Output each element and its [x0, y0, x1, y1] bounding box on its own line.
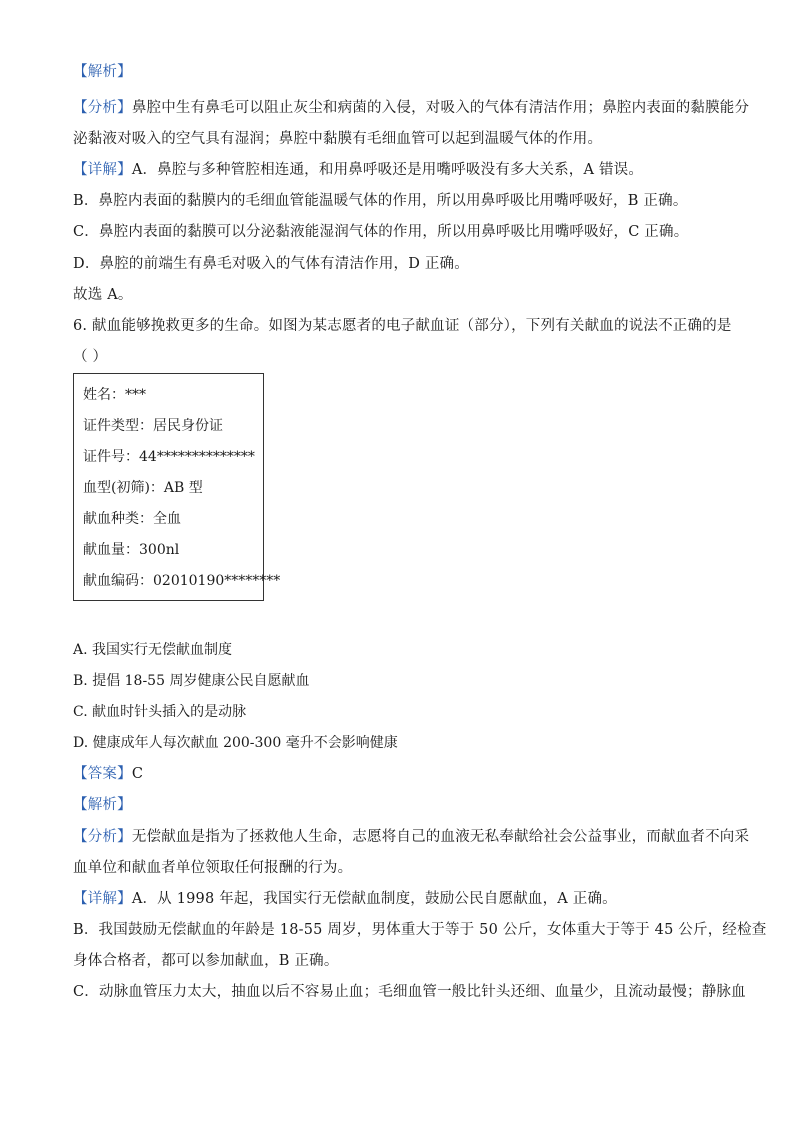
- q5-detail-a-text: A．鼻腔与多种管腔相连通，和用鼻呼吸还是用嘴呼吸没有多大关系，A 错误。: [131, 162, 644, 178]
- q6-analysis-line-1: [73, 827, 749, 847]
- q5-analysis-line-1: [73, 98, 749, 118]
- q6-option-c: C. 献血时针头插入的是动脉: [73, 704, 247, 720]
- q6-detail-line-b2: 身体合格者，都可以参加献血，B 正确。: [73, 953, 339, 969]
- q5-detail-line-c: C．鼻腔内表面的黏膜可以分泌黏液能湿润气体的作用，所以用鼻呼吸比用嘴呼吸好，C 正确。: [73, 224, 689, 240]
- card-donation-code: 献血编码：02010190********: [83, 573, 281, 589]
- xiangjie-tag: 【详解】: [73, 162, 132, 178]
- card-donation-amount: 献血量：300nl: [83, 542, 180, 558]
- q6-stem-line-1: 6. 献血能够挽救更多的生命。如图为某志愿者的电子献血证（部分），下列有关献血的说法不正确的是: [73, 318, 732, 334]
- q6-option-a: A. 我国实行无偿献血制度: [73, 642, 233, 658]
- q6-jiexi-heading: 【解析】: [73, 797, 132, 813]
- blood-donation-certificate: [73, 373, 281, 601]
- q5-detail-line-a: [73, 160, 643, 180]
- q6-answer-value: C: [131, 766, 144, 782]
- q6-xiangjie-tag: 【详解】: [73, 891, 132, 907]
- q6-stem-line-2: （ ）: [73, 349, 108, 365]
- card-id-number: 证件号：44**************: [83, 449, 255, 465]
- q6-detail-line-b1: B．我国鼓励无偿献血的年龄是 18-55 周岁，男体重大于等于 50 公斤，女体重大于等于 45 公斤，经检查: [73, 922, 767, 938]
- q5-detail-line-d: D．鼻腔的前端生有鼻毛对吸入的气体有清洁作用，D 正确。: [73, 256, 469, 272]
- card-name: 姓名：***: [83, 387, 146, 403]
- q5-detail-line-b: B．鼻腔内表面的黏膜内的毛细血管能温暖气体的作用，所以用鼻呼吸比用嘴呼吸好，B 正确。: [73, 193, 688, 209]
- q6-analysis-line-2: 血单位和献血者单位领取任何报酬的行为。: [73, 860, 353, 876]
- q6-answer-line: [73, 764, 143, 784]
- q5-analysis-line-2: 泌黏液对吸入的空气具有湿润；鼻腔中黏膜有毛细血管可以起到温暖气体的作用。: [73, 131, 603, 147]
- q6-option-d: D. 健康成年人每次献血 200-300 毫升不会影响健康: [73, 735, 398, 751]
- q6-analysis-text-1: 无偿献血是指为了拯救他人生命，志愿将自己的血液无私奉献给社会公益事业，而献血者不向采: [131, 829, 750, 845]
- q6-detail-line-a: [73, 889, 617, 909]
- q5-analysis-text-1: 鼻腔中生有鼻毛可以阻止灰尘和病菌的入侵，对吸入的气体有清洁作用；鼻腔内表面的黏膜能分: [131, 100, 750, 116]
- fenxi-tag: 【分析】: [73, 100, 132, 116]
- jiexi-heading: 【解析】: [73, 64, 132, 80]
- q6-detail-line-c: C．动脉血管压力太大，抽血以后不容易止血；毛细血管一般比针头还细、血量少，且流动最慢；静脉血: [73, 984, 746, 1000]
- daan-tag: 【答案】: [73, 766, 132, 782]
- q5-conclusion: 故选 A。: [73, 287, 133, 303]
- q6-fenxi-tag: 【分析】: [73, 829, 132, 845]
- q6-detail-a-text: A．从 1998 年起，我国实行无偿献血制度，鼓励公民自愿献血，A 正确。: [131, 891, 617, 907]
- card-id-type: 证件类型：居民身份证: [83, 418, 223, 434]
- q6-option-b: B. 提倡 18-55 周岁健康公民自愿献血: [73, 673, 310, 689]
- card-donation-kind: 献血种类：全血: [83, 511, 181, 527]
- card-blood-type: 血型(初筛)：AB 型: [83, 480, 203, 496]
